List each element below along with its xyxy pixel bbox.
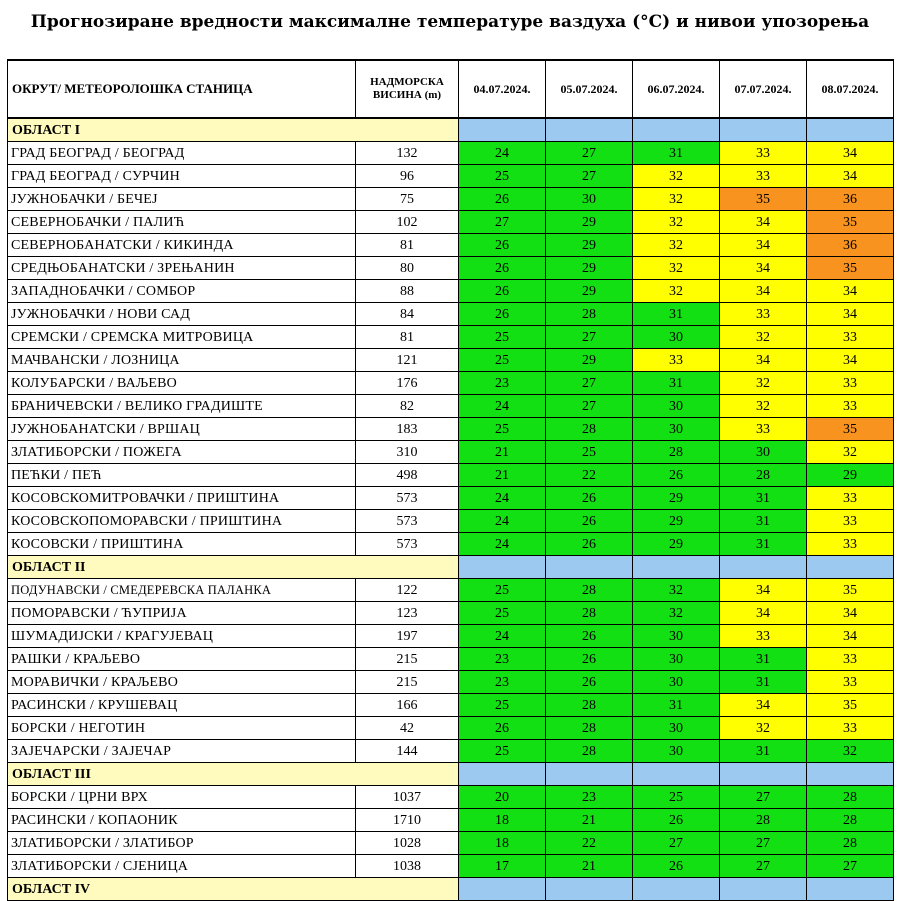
temperature-cell: 31: [720, 487, 807, 510]
temperature-cell: 29: [546, 349, 633, 372]
altitude-cell: 81: [356, 326, 459, 349]
date-column-header: 04.07.2024.: [459, 60, 546, 118]
altitude-cell: 80: [356, 257, 459, 280]
temperature-cell: 31: [720, 648, 807, 671]
temperature-cell: 24: [459, 510, 546, 533]
temperature-cell: 25: [546, 441, 633, 464]
temperature-cell: 26: [633, 855, 720, 878]
temperature-cell: 18: [459, 832, 546, 855]
table-row: [8, 855, 894, 878]
temperature-cell: 24: [459, 625, 546, 648]
temperature-cell: 33: [807, 372, 894, 395]
station-cell: КОСОВСКОМИТРОВАЧКИ / ПРИШТИНА: [8, 487, 356, 510]
temperature-cell: 23: [459, 671, 546, 694]
altitude-cell: 573: [356, 533, 459, 556]
temperature-cell: 17: [459, 855, 546, 878]
temperature-cell: 28: [633, 441, 720, 464]
temperature-cell: 32: [720, 395, 807, 418]
region-row: [8, 118, 894, 142]
temperature-cell: 26: [459, 280, 546, 303]
region-label: ОБЛАСТ II: [8, 556, 459, 579]
temperature-cell: 28: [546, 694, 633, 717]
altitude-cell: 1028: [356, 832, 459, 855]
table-row: [8, 786, 894, 809]
temperature-cell: 27: [546, 165, 633, 188]
temperature-cell: 31: [633, 372, 720, 395]
table-header-row: [8, 60, 894, 118]
temperature-cell: 26: [633, 464, 720, 487]
table-row: [8, 372, 894, 395]
temperature-cell: 32: [720, 717, 807, 740]
station-cell: МАЧВАНСКИ / ЛОЗНИЦА: [8, 349, 356, 372]
date-column-header: 05.07.2024.: [546, 60, 633, 118]
temperature-cell: 29: [546, 234, 633, 257]
temperature-cell: 34: [720, 579, 807, 602]
temperature-cell: 25: [459, 694, 546, 717]
table-row: [8, 510, 894, 533]
temperature-cell: 18: [459, 809, 546, 832]
temperature-cell: 29: [633, 510, 720, 533]
table-row: [8, 142, 894, 165]
temperature-cell: 32: [807, 740, 894, 763]
station-cell: ЈУЖНОБАЧКИ / БЕЧЕЈ: [8, 188, 356, 211]
temperature-cell: 32: [720, 326, 807, 349]
temperature-cell: 33: [807, 510, 894, 533]
station-cell: РАШКИ / КРАЉЕВО: [8, 648, 356, 671]
station-cell: ГРАД БЕОГРАД / БЕОГРАД: [8, 142, 356, 165]
station-cell: ПОМОРАВСКИ / ЋУПРИЈА: [8, 602, 356, 625]
temperature-cell: 30: [633, 740, 720, 763]
table-row: [8, 211, 894, 234]
temperature-cell: 32: [633, 602, 720, 625]
temperature-cell: 26: [546, 510, 633, 533]
station-cell: ГРАД БЕОГРАД / СУРЧИН: [8, 165, 356, 188]
temperature-cell: 25: [633, 786, 720, 809]
temperature-cell: 27: [807, 855, 894, 878]
temperature-cell: 26: [546, 533, 633, 556]
table-row: [8, 464, 894, 487]
temperature-cell: 28: [720, 809, 807, 832]
forecast-table: [7, 59, 894, 901]
temperature-cell: 31: [720, 671, 807, 694]
temperature-cell: 22: [546, 832, 633, 855]
temperature-cell: 23: [459, 648, 546, 671]
temperature-cell: 32: [720, 372, 807, 395]
table-row: [8, 257, 894, 280]
temperature-cell: 29: [807, 464, 894, 487]
temperature-cell: 36: [807, 188, 894, 211]
altitude-cell: 310: [356, 441, 459, 464]
temperature-cell: 30: [546, 188, 633, 211]
station-column-header: ОКРУТ/ МЕТЕОРОЛОШКА СТАНИЦА: [8, 60, 356, 118]
altitude-cell: 81: [356, 234, 459, 257]
altitude-cell: 215: [356, 671, 459, 694]
temperature-cell: 28: [807, 809, 894, 832]
region-fill-cell: [633, 118, 720, 142]
temperature-cell: 25: [459, 740, 546, 763]
temperature-cell: 27: [546, 326, 633, 349]
temperature-cell: 34: [720, 349, 807, 372]
temperature-cell: 35: [807, 211, 894, 234]
station-cell: ЗАПАДНОБАЧКИ / СОМБОР: [8, 280, 356, 303]
region-row: [8, 878, 894, 901]
temperature-cell: 36: [807, 234, 894, 257]
station-cell: КОСОВСКИ / ПРИШТИНА: [8, 533, 356, 556]
temperature-cell: 31: [633, 694, 720, 717]
region-row: [8, 763, 894, 786]
region-fill-cell: [633, 763, 720, 786]
table-row: [8, 717, 894, 740]
altitude-cell: 176: [356, 372, 459, 395]
region-fill-cell: [720, 118, 807, 142]
temperature-cell: 24: [459, 395, 546, 418]
temperature-cell: 28: [546, 602, 633, 625]
table-row: [8, 809, 894, 832]
date-column-header: 08.07.2024.: [807, 60, 894, 118]
temperature-cell: 30: [633, 648, 720, 671]
temperature-cell: 25: [459, 349, 546, 372]
temperature-cell: 34: [720, 257, 807, 280]
station-cell: ЈУЖНОБАНАТСКИ / ВРШАЦ: [8, 418, 356, 441]
temperature-cell: 27: [720, 855, 807, 878]
temperature-cell: 27: [720, 832, 807, 855]
temperature-cell: 26: [459, 257, 546, 280]
temperature-cell: 31: [633, 303, 720, 326]
temperature-cell: 26: [633, 809, 720, 832]
table-row: [8, 579, 894, 602]
altitude-cell: 122: [356, 579, 459, 602]
station-cell: ЗЛАТИБОРСКИ / ЗЛАТИБОР: [8, 832, 356, 855]
station-cell: СРЕМСКИ / СРЕМСКА МИТРОВИЦА: [8, 326, 356, 349]
altitude-cell: 102: [356, 211, 459, 234]
temperature-cell: 27: [546, 372, 633, 395]
station-cell: БОРСКИ / ЦРНИ ВРХ: [8, 786, 356, 809]
temperature-cell: 33: [720, 625, 807, 648]
date-column-header: 07.07.2024.: [720, 60, 807, 118]
altitude-cell: 183: [356, 418, 459, 441]
table-row: [8, 418, 894, 441]
temperature-cell: 25: [459, 165, 546, 188]
temperature-cell: 26: [546, 487, 633, 510]
temperature-cell: 30: [633, 625, 720, 648]
station-cell: ЈУЖНОБАЧКИ / НОВИ САД: [8, 303, 356, 326]
station-cell: БРАНИЧЕВСКИ / ВЕЛИКО ГРАДИШТЕ: [8, 395, 356, 418]
temperature-cell: 29: [546, 257, 633, 280]
temperature-cell: 32: [633, 211, 720, 234]
temperature-cell: 31: [720, 533, 807, 556]
temperature-cell: 22: [546, 464, 633, 487]
table-row: [8, 625, 894, 648]
temperature-cell: 32: [807, 441, 894, 464]
altitude-cell: 573: [356, 510, 459, 533]
station-cell: СЕВЕРНОБАЧКИ / ПАЛИЋ: [8, 211, 356, 234]
table-body: [8, 118, 894, 901]
temperature-cell: 29: [546, 280, 633, 303]
temperature-cell: 28: [720, 464, 807, 487]
altitude-cell: 166: [356, 694, 459, 717]
temperature-cell: 30: [633, 671, 720, 694]
temperature-cell: 23: [459, 372, 546, 395]
temperature-cell: 34: [720, 694, 807, 717]
temperature-cell: 21: [459, 441, 546, 464]
temperature-cell: 33: [633, 349, 720, 372]
region-fill-cell: [633, 556, 720, 579]
altitude-cell: 121: [356, 349, 459, 372]
region-fill-cell: [546, 878, 633, 901]
station-cell: ЗЛАТИБОРСКИ / ПОЖЕГА: [8, 441, 356, 464]
altitude-cell: 132: [356, 142, 459, 165]
temperature-cell: 34: [807, 602, 894, 625]
altitude-cell: 123: [356, 602, 459, 625]
region-label: ОБЛАСТ IV: [8, 878, 459, 901]
temperature-cell: 26: [546, 671, 633, 694]
region-fill-cell: [807, 118, 894, 142]
region-label: ОБЛАСТ I: [8, 118, 459, 142]
temperature-cell: 26: [546, 625, 633, 648]
temperature-cell: 32: [633, 165, 720, 188]
temperature-cell: 31: [720, 740, 807, 763]
temperature-cell: 28: [807, 832, 894, 855]
table-row: [8, 694, 894, 717]
altitude-cell: 573: [356, 487, 459, 510]
region-fill-cell: [546, 556, 633, 579]
table-row: [8, 280, 894, 303]
temperature-cell: 28: [546, 418, 633, 441]
temperature-cell: 34: [807, 165, 894, 188]
altitude-cell: 197: [356, 625, 459, 648]
region-fill-cell: [459, 118, 546, 142]
region-fill-cell: [807, 556, 894, 579]
region-fill-cell: [720, 763, 807, 786]
table-row: [8, 303, 894, 326]
temperature-cell: 34: [807, 349, 894, 372]
temperature-cell: 34: [720, 211, 807, 234]
temperature-cell: 30: [633, 326, 720, 349]
temperature-cell: 35: [807, 418, 894, 441]
altitude-cell: 42: [356, 717, 459, 740]
station-cell: ШУМАДИЈСКИ / КРАГУЈЕВАЦ: [8, 625, 356, 648]
temperature-cell: 35: [807, 579, 894, 602]
temperature-cell: 33: [720, 142, 807, 165]
temperature-cell: 25: [459, 579, 546, 602]
table-row: [8, 326, 894, 349]
temperature-cell: 33: [720, 303, 807, 326]
region-fill-cell: [459, 556, 546, 579]
altitude-header-line1: НАДМОРСКА: [370, 76, 444, 88]
station-cell: СРЕДЊОБАНАТСКИ / ЗРЕЊАНИН: [8, 257, 356, 280]
table-row: [8, 533, 894, 556]
altitude-cell: 1710: [356, 809, 459, 832]
temperature-cell: 27: [546, 395, 633, 418]
table-row: [8, 234, 894, 257]
temperature-cell: 29: [546, 211, 633, 234]
station-cell: РАСИНСКИ / КОПАОНИК: [8, 809, 356, 832]
region-fill-cell: [720, 878, 807, 901]
temperature-cell: 30: [633, 418, 720, 441]
temperature-cell: 26: [459, 234, 546, 257]
temperature-cell: 34: [807, 142, 894, 165]
region-row: [8, 556, 894, 579]
temperature-cell: 33: [807, 671, 894, 694]
temperature-cell: 35: [720, 188, 807, 211]
region-fill-cell: [459, 763, 546, 786]
temperature-cell: 26: [459, 717, 546, 740]
temperature-cell: 33: [807, 533, 894, 556]
region-fill-cell: [807, 878, 894, 901]
temperature-cell: 26: [459, 188, 546, 211]
temperature-cell: 24: [459, 142, 546, 165]
table-row: [8, 349, 894, 372]
temperature-cell: 27: [633, 832, 720, 855]
station-cell: ЗЛАТИБОРСКИ / СЈЕНИЦА: [8, 855, 356, 878]
temperature-cell: 28: [546, 717, 633, 740]
temperature-cell: 34: [807, 303, 894, 326]
table-row: [8, 188, 894, 211]
temperature-cell: 33: [807, 395, 894, 418]
station-cell: ЗАЈЕЧАРСКИ / ЗАЈЕЧАР: [8, 740, 356, 763]
temperature-cell: 31: [720, 510, 807, 533]
temperature-cell: 21: [546, 809, 633, 832]
altitude-cell: 215: [356, 648, 459, 671]
temperature-cell: 25: [459, 326, 546, 349]
temperature-cell: 34: [720, 602, 807, 625]
temperature-cell: 28: [546, 579, 633, 602]
temperature-cell: 27: [546, 142, 633, 165]
station-cell: ПОДУНАВСКИ / СМЕДЕРЕВСКА ПАЛАНКА: [8, 579, 356, 602]
station-cell: КОСОВСКОПОМОРАВСКИ / ПРИШТИНА: [8, 510, 356, 533]
altitude-cell: 88: [356, 280, 459, 303]
altitude-cell: 75: [356, 188, 459, 211]
temperature-cell: 35: [807, 257, 894, 280]
temperature-cell: 33: [807, 717, 894, 740]
region-fill-cell: [459, 878, 546, 901]
region-fill-cell: [546, 763, 633, 786]
temperature-cell: 30: [633, 717, 720, 740]
temperature-cell: 34: [720, 234, 807, 257]
temperature-cell: 32: [633, 188, 720, 211]
temperature-cell: 34: [807, 625, 894, 648]
table-row: [8, 671, 894, 694]
temperature-cell: 33: [720, 165, 807, 188]
temperature-cell: 29: [633, 487, 720, 510]
temperature-cell: 34: [807, 280, 894, 303]
table-row: [8, 832, 894, 855]
temperature-cell: 29: [633, 533, 720, 556]
table-row: [8, 487, 894, 510]
table-row: [8, 648, 894, 671]
temperature-cell: 32: [633, 257, 720, 280]
table-row: [8, 740, 894, 763]
temperature-cell: 33: [720, 418, 807, 441]
station-cell: КОЛУБАРСКИ / ВАЉЕВО: [8, 372, 356, 395]
temperature-cell: 25: [459, 418, 546, 441]
altitude-cell: 1038: [356, 855, 459, 878]
temperature-cell: 31: [633, 142, 720, 165]
temperature-cell: 23: [546, 786, 633, 809]
temperature-cell: 33: [807, 648, 894, 671]
temperature-cell: 32: [633, 234, 720, 257]
altitude-cell: 1037: [356, 786, 459, 809]
temperature-cell: 24: [459, 487, 546, 510]
temperature-cell: 32: [633, 579, 720, 602]
station-cell: РАСИНСКИ / КРУШЕВАЦ: [8, 694, 356, 717]
region-fill-cell: [546, 118, 633, 142]
temperature-cell: 34: [720, 280, 807, 303]
altitude-cell: 84: [356, 303, 459, 326]
temperature-cell: 28: [546, 740, 633, 763]
temperature-cell: 20: [459, 786, 546, 809]
temperature-cell: 21: [546, 855, 633, 878]
station-cell: МОРАВИЧКИ / КРАЉЕВО: [8, 671, 356, 694]
altitude-cell: 96: [356, 165, 459, 188]
temperature-cell: 24: [459, 533, 546, 556]
table-row: [8, 602, 894, 625]
temperature-cell: 30: [720, 441, 807, 464]
temperature-cell: 33: [807, 326, 894, 349]
temperature-cell: 33: [807, 487, 894, 510]
temperature-cell: 27: [720, 786, 807, 809]
region-fill-cell: [807, 763, 894, 786]
table-row: [8, 441, 894, 464]
temperature-cell: 28: [546, 303, 633, 326]
altitude-cell: 82: [356, 395, 459, 418]
date-column-header: 06.07.2024.: [633, 60, 720, 118]
temperature-cell: 32: [633, 280, 720, 303]
page-title: Прогнозиране вредности максималне температуре ваздуха (°C) и нивои упозорења: [30, 12, 870, 32]
station-cell: ПЕЋКИ / ПЕЋ: [8, 464, 356, 487]
temperature-cell: 35: [807, 694, 894, 717]
temperature-cell: 28: [807, 786, 894, 809]
altitude-header-line2: ВИСИНА (m): [372, 89, 442, 101]
region-fill-cell: [720, 556, 807, 579]
altitude-cell: 144: [356, 740, 459, 763]
table-row: [8, 395, 894, 418]
altitude-cell: 498: [356, 464, 459, 487]
temperature-cell: 26: [546, 648, 633, 671]
table-row: [8, 165, 894, 188]
region-label: ОБЛАСТ III: [8, 763, 459, 786]
station-cell: БОРСКИ / НЕГОТИН: [8, 717, 356, 740]
temperature-cell: 21: [459, 464, 546, 487]
temperature-cell: 25: [459, 602, 546, 625]
station-cell: СЕВЕРНОБАНАТСКИ / КИКИНДА: [8, 234, 356, 257]
temperature-cell: 26: [459, 303, 546, 326]
altitude-column-header: [356, 60, 459, 118]
temperature-cell: 30: [633, 395, 720, 418]
temperature-cell: 27: [459, 211, 546, 234]
region-fill-cell: [633, 878, 720, 901]
